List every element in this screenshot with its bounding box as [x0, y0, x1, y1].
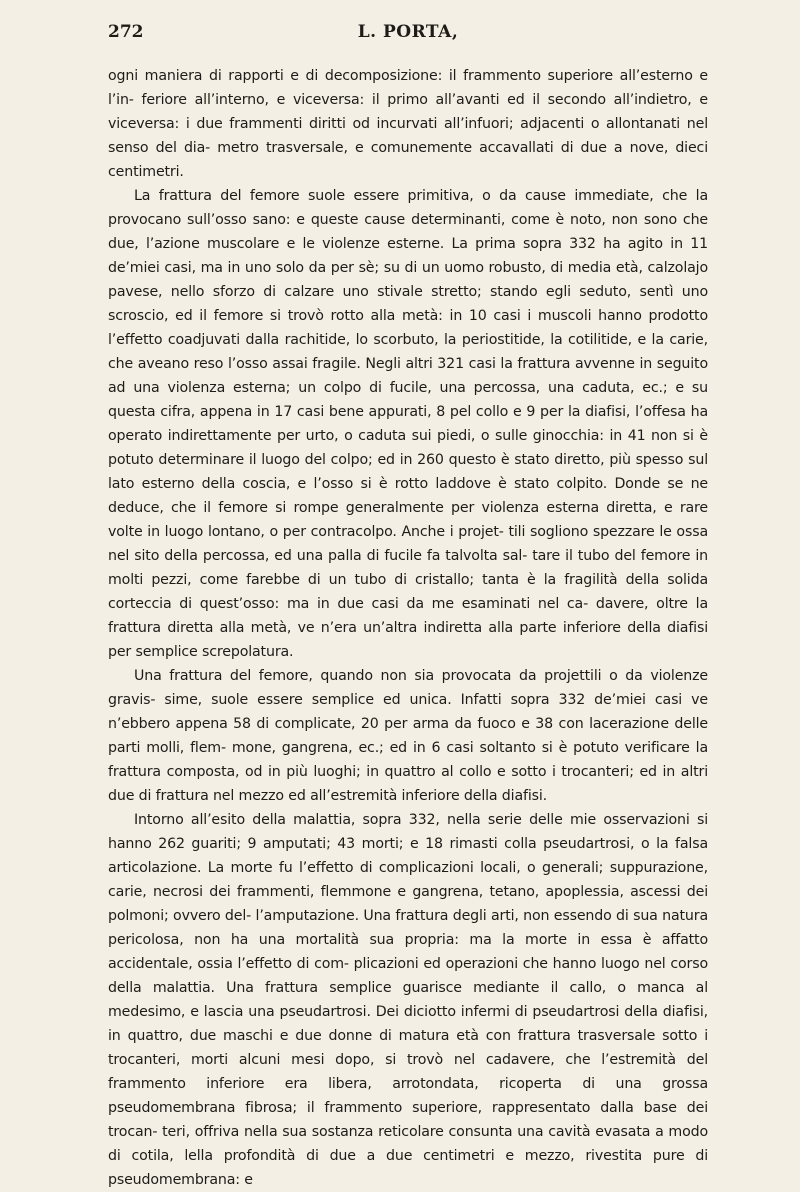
paragraph-fracture-causes: La frattura del femore suole essere primitiva, o da cause immediate, che la provocano sull’osso sano: e queste cause determinanti, come è noto, non sono che due, l’azione muscolare e le violenze esterne. La prima sopra 332 ha agito in 11 de’miei casi, ma in uno solo da per sè; su di un uomo robusto, di media età, calzolajo pavese, nello sforzo di calzare uno stivale stretto; stando egli seduto, sentì uno scroscio, ed il femore si trovò rotto alla metà: in 10 casi i muscoli hanno prodotto l’effetto coadjuvati dalla rachitide, lo scorbuto, la periostitide, la cotilitide, e la carie, che aveano reso l’osso assai fragile. Negli altri 321 casi la frattura avvenne in seguito ad una violenza esterna; un colpo di fucile, una percossa, una caduta, ec.; e su questa cifra, appena in 17 casi bene appurati, 8 pel collo e 9 per la diafisi, l’offesa ha operato indirettamente per urto, o caduta sui piedi, o sulle ginocchia: in 41 non si è potuto determinare il luogo del colpo; ed in 260 questo è stato diretto, più spesso sul lato esterno della coscia, e l’osso si è rotto laddove è stato colpito. Donde se ne deduce, che il femore si rompe generalmente per violenza esterna diretta, e rare volte in luogo lontano, o per contracolpo. Anche i projet- tili sogliono spezzare le ossa nel sito della percossa, ed una palla di fucile fa talvolta sal- tare il tubo del femore in molti pezzi, come farebbe di un tubo di cristallo; tanta è la fragilità della solida corteccia di quest’osso: ma in due casi da me esaminati nel ca- davere, oltre la frattura diretta alla metà, ve n’era un’altra indiretta alla parte inferiore della diafisi per semplice screpolatura.	[108, 188, 708, 660]
running-head: L. PORTA,	[357, 22, 459, 42]
paragraph-fracture-complications: Una frattura del femore, quando non sia provocata da projettili o da violenze gravis- sime, suole essere semplice ed unica. Infatti sopra 332 de’miei casi ve n’ebbero appena 58 di complicate, 20 per arma da fuoco e 38 con lacerazione delle parti molli, flem- mone, gangrena, ec.; ed in 6 casi soltanto si è potuto verificare la frattura composta, od in più luoghi; in quattro al collo e sotto i trocanteri; ed in altri due di frattura nel mezzo ed all’estremità inferiore della diafisi.	[108, 668, 708, 804]
page-header	[108, 16, 708, 46]
paragraph-outcomes: Intorno all’esito della malattia, sopra 332, nella serie delle mie osservazioni si hanno 262 guariti; 9 amputati; 43 morti; e 18 rimasti colla pseudartrosi, o la falsa articolazione. La morte fu l’effetto di complicazioni locali, o generali; suppurazione, carie, necrosi dei frammenti, flemmone e gangrena, tetano, apoplessia, ascessi dei polmoni; ovvero del- l’amputazione. Una frattura degli arti, non essendo di sua natura pericolosa, non ha una mortalità sua propria: ma la morte in essa è affatto accidentale, ossia l’effetto di com- plicazioni ed operazioni che hanno luogo nel corso della malattia. Una frattura semplice guarisce mediante il callo, o manca al medesimo, e lascia una pseudartrosi. Dei diciotto infermi di pseudartrosi della diafisi, in quattro, due maschi e due donne di matura età con frattura trasversale sotto i trocanteri, morti alcuni mesi dopo, si trovò nel cadavere, che l’estremità del frammento inferiore era libera, arrotondata, ricoperta di una grossa pseudomembrana fibrosa; il frammento superiore, rappresentato dalla base dei trocan- teri, offriva nella sua sostanza reticolare consunta una cavità evasata a modo di cotila, lella profondità di due a due centimetri e mezzo, rivestita pure di pseudomembrana: e	[108, 812, 708, 1188]
body-text	[108, 64, 708, 1192]
paragraph-continuation: ogni maniera di rapporti e di decomposizione: il frammento superiore all’esterno e l’in- feriore all’interno, e viceversa: il primo all’avanti ed il secondo all’indietro, e viceversa: i due frammenti diritti od incurvati all’infuori; adjacenti o allontanati nel senso del dia- metro trasversale, e comunemente accavallati di due a nove, dieci centimetri.	[108, 68, 708, 180]
page-number: 272	[108, 22, 144, 42]
